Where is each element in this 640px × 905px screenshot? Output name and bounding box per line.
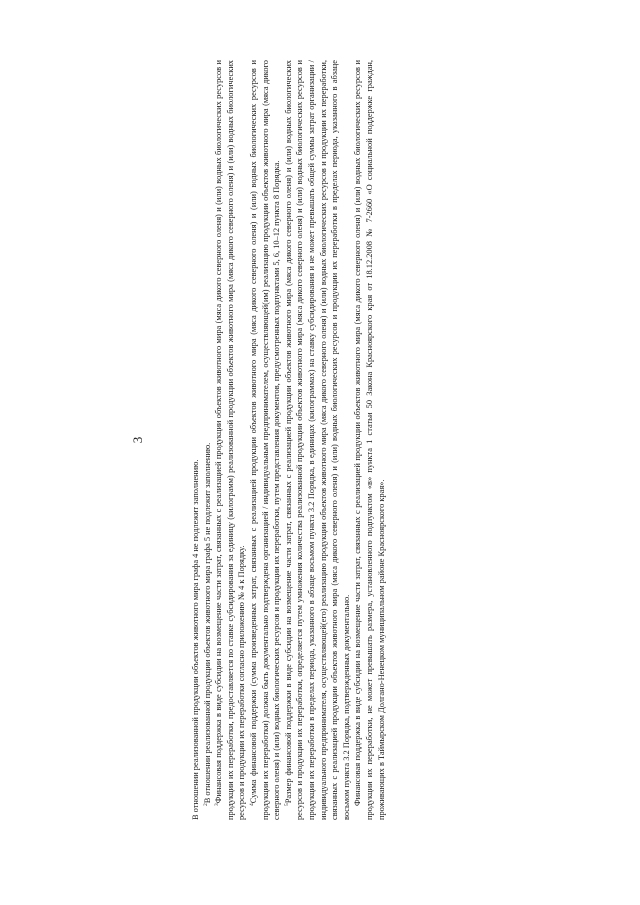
- footnote-3: [213, 60, 248, 820]
- footnote-5-text: Размер финансовой поддержки в виде субсидии на возмещение части затрат, связанных с реализацией продукции объектов животного мира (мяса дикого северного оленя) и (или) водных биологических ресурсов и продукции их переработки, определяется путем умножения количества реализованной продукции объектов животного мира (мяса дикого северного оленя) и (или) водных биологических ресурсов и продукции их переработки в пределах периода, указанного в абзаце восьмом пункта 3.2 Порядка, в единицах (килограммах) на ставку субсидирования и не может превышать общей суммы затрат организации / индивидуального предпринимателя, осуществляющей(его) реализацию продукции объектов животного мира (мяса дикого северного оленя) и (или) водных биологических ресурсов и продукции их переработки, связанных с реализацией продукции объектов животного мира (мяса дикого северного оленя) и (или) водных биологических ресурсов и продукции их переработки в пределах периода, указанного в абзаце восьмом пункта 3.2 Порядка, подтвержденных документально.: [283, 60, 351, 820]
- footnote-2-marker: 2: [202, 803, 209, 806]
- page-number: 3: [130, 436, 145, 444]
- footnote-2: [202, 60, 214, 820]
- footnote-4-marker: 4: [248, 803, 255, 806]
- footnote-2-text: В отношении реализованной продукции объектов животного мира графа 5 не подлежит заполнению.: [202, 442, 212, 804]
- footnote-5-continuation-text: Финансовая поддержка в виде субсидии на возмещение части затрат, связанных с реализацией продукции объектов животного мира (мяса дикого северного оленя) и (или) водных биологических ресурсов и продукции их переработки, не может превышать размера, установленного подпунктом «в» пункта 1 статьи 50 Закона Красноярского края от 18.12.2008 № 7-2660 «О социальной поддержке граждан, проживающих в Таймырском Долгано-Ненецком муниципальном районе Красноярского края».: [353, 60, 386, 820]
- footnote-5: [283, 60, 353, 820]
- footnote-1-text: В отношении реализованной продукции объектов животного мира графа 4 не подлежит заполнению.: [191, 459, 200, 820]
- footnote-3-marker: 3: [214, 803, 221, 806]
- footnote-3-text: Финансовая поддержка в виде субсидии на возмещение части затрат, связанных с реализацией продукции объектов животного мира (мяса дикого северного оленя) и (или) водных биологических ресурсов и продукции их переработки, предоставляется по ставке субсидирования за единицу (килограмм) реализованной продукции объектов животного мира (мяса дикого северного оленя) и (или) водных биологических ресурсов и продукции их переработки согласно приложению № 4 к Порядку.: [214, 60, 247, 820]
- footnote-4: [248, 60, 283, 820]
- footnotes-block: [190, 60, 387, 820]
- footnote-4-text: Сумма финансовой поддержки (сумма произведенных затрат, связанных с реализацией продукции объектов животного мира (мяса дикого северного оленя) и (или) водных биологических ресурсов и продукции их переработки) должна быть документально подтверждена организацией / индивидуальным предпринимателем, осуществляющей(им) реализацию продукции объектов животного мира (мяса дикого северного оленя) и (или) водных биологических ресурсов и продукции их переработки, путем представления документов, предусмотренных подпунктами 5, 6, 10–12 пункта 8 Порядка.: [248, 60, 282, 820]
- footnote-5-marker: 5: [283, 803, 290, 806]
- footnote-5-continuation: [352, 60, 387, 820]
- rotated-document-page: [130, 60, 450, 820]
- footnote-1: [190, 60, 202, 820]
